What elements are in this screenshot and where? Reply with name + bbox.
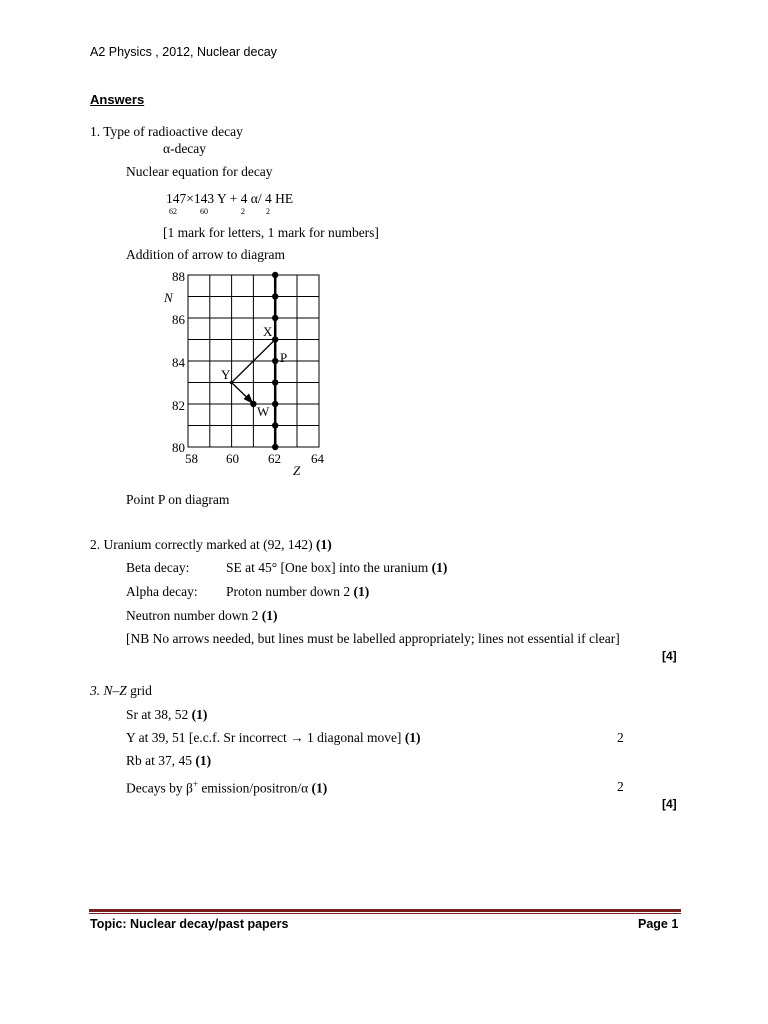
nz-diagram: [150, 262, 350, 484]
q3-total: [4]: [662, 797, 677, 811]
q2-heading-text: 2. Uranium correctly marked at (92, 142): [90, 537, 317, 552]
point-y-label: Y: [221, 367, 231, 382]
beta-decay-arrow: [232, 383, 248, 399]
q3-decays-score: 2: [617, 779, 624, 794]
footer-topic: Topic: Nuclear decay/past papers: [90, 917, 289, 931]
y-tick-88: 88: [172, 269, 185, 284]
document-header: A2 Physics , 2012, Nuclear decay: [90, 45, 277, 59]
eq-mass-parent: 147: [166, 191, 187, 206]
eq-alpha-mass: 4: [240, 191, 248, 206]
right-arrow-icon: →: [290, 730, 304, 745]
q2-beta-mark: (1): [431, 560, 448, 575]
nuclear-equation: [166, 191, 293, 207]
q3-grid-word: grid: [126, 683, 152, 698]
q1-equation-label: Nuclear equation for decay: [126, 164, 273, 179]
eq-alpha-symbol: α/: [247, 191, 265, 206]
footer-rule: [89, 909, 681, 912]
y-tick-86: 86: [172, 312, 185, 327]
q3-n: N: [103, 683, 113, 698]
eq-sub-2a: 2: [241, 207, 245, 216]
x-axis-label: Z: [293, 463, 301, 478]
footer-page-number: Page 1: [638, 917, 679, 931]
q2-heading: [90, 537, 332, 553]
q1-arrow-label: Addition of arrow to diagram: [126, 247, 285, 262]
q3-sr-text: Sr at 38, 52: [126, 707, 192, 722]
q2-heading-mark: (1): [316, 537, 332, 552]
q3-heading: [90, 683, 152, 699]
footer-rule-thin: [89, 913, 681, 914]
q3-y-mark: (1): [404, 730, 421, 745]
q3-decays-line: [126, 779, 327, 797]
point-w-label: W: [257, 404, 270, 419]
eq-sub-2b: 2: [266, 207, 270, 216]
q3-y-text: Y at 39, 51 [e.c.f. Sr incorrect: [126, 730, 291, 745]
q1-decay-type: α-decay: [163, 141, 207, 156]
y-tick-80: 80: [172, 440, 185, 455]
q1-point-p-label: Point P on diagram: [126, 492, 230, 507]
x-tick-64: 64: [311, 451, 324, 466]
q3-sr-mark: (1): [191, 707, 208, 722]
eq-daughter-symbol: Y +: [214, 191, 241, 206]
q2-alpha-mark: (1): [353, 584, 370, 599]
q2-beta-text: [226, 560, 447, 576]
q1-mark-note: [1 mark for letters, 1 mark for numbers]: [163, 225, 379, 240]
eq-mass-daughter: 143: [193, 191, 215, 206]
eq-he-mass: 4: [264, 191, 272, 206]
x-tick-62: 62: [268, 451, 281, 466]
q3-y-score: 2: [617, 730, 624, 745]
eq-he-symbol: HE: [271, 191, 294, 206]
q1-heading: 1. Type of radioactive decay: [90, 124, 243, 139]
eq-times: ×: [186, 191, 194, 206]
q2-alpha-text: [226, 584, 369, 600]
q3-y-rest: 1 diagonal move]: [303, 730, 405, 745]
q3-decays-text: Decays by β: [126, 780, 193, 796]
q2-total: [4]: [662, 649, 677, 663]
q2-neutron-text: Neutron number down 2: [126, 608, 262, 623]
eq-sub-62: 62: [169, 207, 177, 216]
y-tick-82: 82: [172, 398, 185, 413]
q3-rb-text: Rb at 37, 45: [126, 753, 196, 768]
q3-z: Z: [119, 683, 127, 698]
q3-y-line: [126, 730, 421, 746]
q3-rb-mark: (1): [195, 753, 212, 768]
q2-beta-label: Beta decay:: [126, 560, 190, 575]
point-x-label: X: [263, 324, 273, 339]
q3-rb-line: [126, 753, 211, 769]
x-tick-58: 58: [185, 451, 198, 466]
q2-alpha-desc: Proton number down 2: [226, 584, 354, 599]
x-tick-60: 60: [226, 451, 239, 466]
y-tick-84: 84: [172, 355, 185, 370]
q2-beta-desc: SE at 45° [One box] into the uranium: [226, 560, 432, 575]
q2-neutron-mark: (1): [261, 608, 278, 623]
q3-decays-mark: (1): [311, 780, 328, 796]
q3-dash: –: [112, 683, 120, 698]
q3-sr-line: [126, 707, 207, 723]
q3-decays-sup: +: [192, 779, 198, 789]
q3-decays-rest: emission/positron/α: [197, 780, 312, 796]
q3-number: 3.: [90, 683, 104, 698]
q2-alpha-label: Alpha decay:: [126, 584, 198, 599]
point-p-label: P: [280, 350, 288, 365]
q2-neutron-line: [126, 608, 277, 624]
q2-nb-note: [NB No arrows needed, but lines must be labelled appropriately; lines not essential if clear]: [126, 631, 620, 646]
eq-sub-60: 60: [200, 207, 208, 216]
answers-heading: Answers: [90, 92, 145, 107]
y-axis-label: N: [164, 290, 173, 305]
